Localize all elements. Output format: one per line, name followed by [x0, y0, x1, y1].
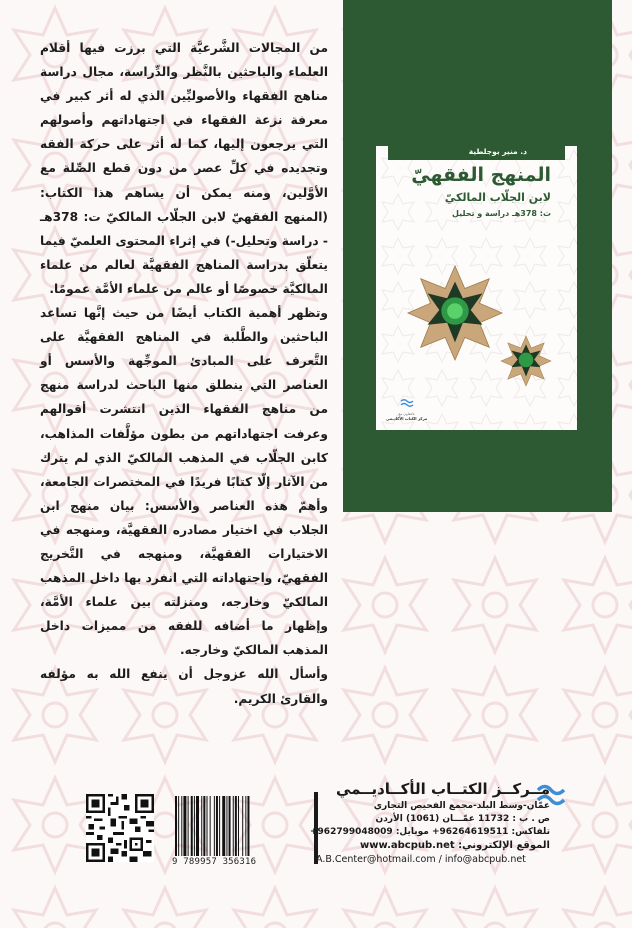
barcode-bar [210, 796, 211, 856]
barcode-bar [194, 796, 195, 856]
barcode-bar [196, 796, 199, 856]
barcode-bar [233, 796, 234, 856]
barcode-bar [222, 796, 225, 856]
publisher-phones: تلفاكس: 96264619511+ موبايل: 962799048009+ [310, 827, 550, 837]
barcode-bar [207, 796, 208, 856]
barcode-bar [203, 796, 205, 856]
barcode-bar [229, 796, 231, 856]
publisher-logo-small [386, 393, 427, 421]
barcode-bar [201, 796, 202, 856]
barcode-bar [235, 796, 237, 856]
description-paragraph: وأسأل الله عزوجل أن ينفع الله به مؤلفه والقارئ الكريم. [40, 667, 328, 706]
barcode-bar [226, 796, 227, 856]
barcode-bar [238, 796, 239, 856]
ornament-large-icon [406, 264, 504, 362]
front-cover-card [376, 146, 577, 430]
description-paragraph: من المجالات الشَّرعيَّة التي برزت فيها أقلام العلماء والباحثين بالنَّظر والدِّراسة، مجال دراسة مناهج الفقهاء والأصوليِّين الذي له أثر كبير في معرفة نزعة الفقهاء في اجتهاداتهم وأصولهم التي يرجعون إليها، كما له أثر على حركة الفقه وتجديده في كلِّ عصر من دون قطع الصِّلة مع الأوَّلين، ومنه يمكن أن يساهم هذا الكتاب: (المنهج الفقهيّ لابن الجلّاب المالكيّ ت: 378هـ - دراسة وتحليل-) في إثراء المحتوى العلميّ فيما يتعلّق بدراسة المناهج الفقهيَّة لعالم من علماء المالكيَّة خصوصًا أو عالم من علماء الأمَّة عمومًا. [40, 41, 328, 296]
barcode-bar [242, 796, 243, 856]
description-paragraph: وتظهر أهمية الكتاب أيضًا من حيث إنَّها تساعد الباحثين والطَّلبة في المناهج الفقهيَّة على التَّعرف على المبادئ الموجِّهة والأسس أو العناصر التي ينطلق منها الباحث لدراسة منهج من مناهج الفقهاء الذين انتشرت أقوالهم وعرفت اجتهاداتهم من بطون مؤلَّفات المذاهب، كابن الجلّاب في المذهب المالكيّ الذي لم يترك من الآثار إلّا كتابًا فريدًا في المختصرات الجامعة، وأهمّ هذه العناصر والأسس: بيان منهج ابن الجلاب في اختيار مصادره الفقهيَّة، ومنهجه في الاختيارات الفقهيَّة، ومنهجه في التَّخريج الفقهيّ، واجتهاداته التي انفرد بها داخل المذهب المالكيّ وخارجه، ومنزلته بين علماء الأمَّة، وإظهار ما أضافه للفقه من مميزات داخل المذهب المالكيّ وخارجه. [40, 306, 328, 658]
barcode-bar [247, 796, 249, 856]
barcode-bar [188, 796, 189, 856]
publisher-emails[interactable]: A.B.Center@hotmail.com / info@abcpub.net [316, 854, 526, 865]
barcode-bar [183, 796, 186, 856]
publisher-info [310, 780, 550, 866]
isbn-barcode[interactable] [173, 796, 287, 856]
publisher-address: عمّان-وسط البلد-مجمع الفحيص التجاري [373, 801, 550, 811]
ornament-small-icon [500, 335, 552, 387]
author-name: د. منير بوجلطية [388, 146, 565, 160]
book-subtitle-detail: ت: 378هـ دراسة و تحليل [452, 209, 551, 218]
back-cover-description [40, 36, 328, 711]
publisher-name-small: مركز الكتاب الأكاديمي [386, 416, 428, 421]
isbn-number: 9 789957 356316 [172, 857, 257, 867]
barcode-bar [219, 796, 220, 856]
barcode-bar [216, 796, 218, 856]
front-cover-panel [343, 0, 612, 512]
qr-code[interactable] [86, 794, 154, 862]
publisher-po-box: ص . ب : 11732 عمّـــان (1061) الأردن [375, 814, 550, 824]
publisher-website[interactable]: الموقع الإلكتروني: www.abcpub.net [360, 840, 550, 851]
barcode-bar [191, 796, 193, 856]
barcode-bar [178, 796, 179, 856]
barcode-bar [245, 796, 246, 856]
publisher-name: مــركــز الكتــاب الأكــاديــمي [335, 780, 550, 798]
barcode-bar [175, 796, 177, 856]
book-title: المنهج الفقهيّ [411, 164, 551, 186]
publisher-label-small: بالتعاون مع [398, 412, 415, 416]
waves-icon [400, 398, 414, 408]
book-subtitle: لابن الجلّاب المالكيّ [444, 191, 551, 204]
barcode-bar [181, 796, 182, 856]
barcode-bar [214, 796, 215, 856]
